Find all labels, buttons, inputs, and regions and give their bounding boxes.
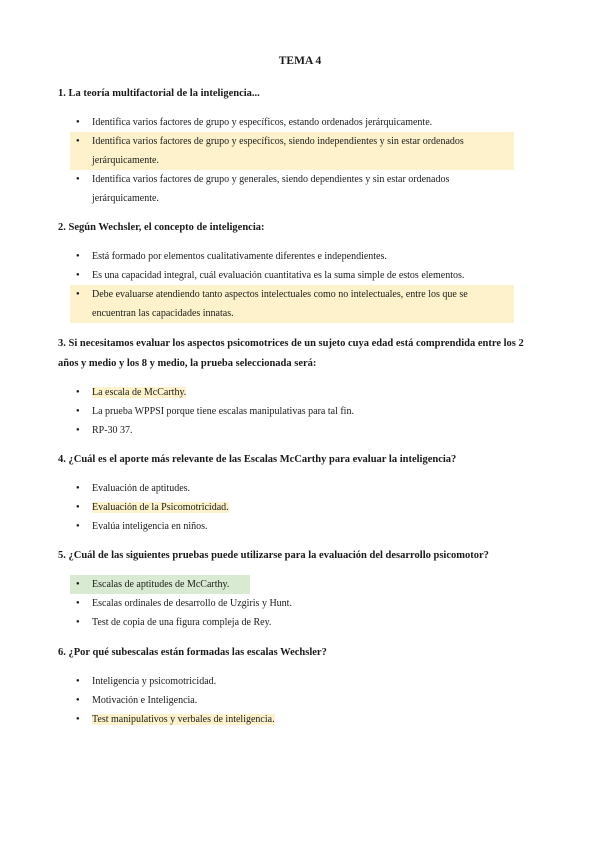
question-6-options bbox=[74, 672, 514, 729]
option-6c-text: Test manipulativos y verbales de inteligencia. bbox=[92, 714, 275, 725]
option-4c: ● Evalúa inteligencia en niños. bbox=[74, 517, 514, 536]
option-6a: ● Inteligencia y psicomotricidad. bbox=[74, 672, 514, 691]
option-3b: ● La prueba WPPSI porque tiene escalas manipulativas para tal fin. bbox=[74, 402, 514, 421]
option-4b-text: Evaluación de la Psicomotricidad. bbox=[92, 502, 229, 513]
question-4-options bbox=[74, 479, 514, 536]
option-2b: ● Es una capacidad integral, cuál evaluación cuantitativa es la suma simple de estos elementos. bbox=[74, 266, 514, 285]
question-2-options bbox=[74, 247, 514, 323]
question-6: 6. ¿Por qué subescalas están formadas las escalas Wechsler? bbox=[58, 647, 327, 658]
option-1c: ● Identifica varios factores de grupo y generales, siendo dependientes y sin estar ordenados jerárquicamente. bbox=[74, 170, 514, 208]
option-5c: ● Test de copia de una figura compleja de Rey. bbox=[74, 613, 514, 632]
option-2c: ● Debe evaluarse atendiendo tanto aspectos intelectuales como no intelectuales, entre los que se encuentran las capacidades innatas. bbox=[70, 285, 514, 323]
option-5a: ● Escalas de aptitudes de McCarthy. bbox=[70, 575, 250, 594]
option-1b: ● Identifica varios factores de grupo y específicos, siendo independientes y sin estar ordenados jerárquicamente. bbox=[70, 132, 514, 170]
question-3-options bbox=[74, 383, 514, 440]
option-3a bbox=[74, 383, 514, 402]
question-1: 1. La teoría multifactorial de la inteligencia... bbox=[58, 88, 260, 99]
option-6b: ● Motivación e Inteligencia. bbox=[74, 691, 514, 710]
page-title: TEMA 4 bbox=[278, 55, 322, 67]
option-5b: ● Escalas ordinales de desarrollo de Uzgiris y Hunt. bbox=[74, 594, 514, 613]
option-3a-text: La escala de McCarthy. bbox=[92, 387, 187, 398]
question-5-options bbox=[74, 575, 514, 632]
question-3: 3. Si necesitamos evaluar los aspectos psicomotrices de un sujeto cuya edad está comprendida entre los 2 años y medio y los 8 y medio, la prueba seleccionada será: bbox=[58, 338, 524, 369]
option-3c: ● RP-30 37. bbox=[74, 421, 514, 440]
option-4a: ● Evaluación de aptitudes. bbox=[74, 479, 514, 498]
question-2: 2. Según Wechsler, el concepto de inteligencia: bbox=[58, 222, 265, 233]
option-6c bbox=[74, 710, 514, 729]
option-4b bbox=[74, 498, 514, 517]
option-1a: ● Identifica varios factores de grupo y específicos, estando ordenados jerárquicamente. bbox=[74, 113, 514, 132]
question-4: 4. ¿Cuál es el aporte más relevante de las Escalas McCarthy para evaluar la inteligencia? bbox=[58, 454, 457, 465]
question-1-options bbox=[74, 113, 514, 208]
question-5: 5. ¿Cuál de las siguientes pruebas puede utilizarse para la evaluación del desarrollo psicomotor? bbox=[58, 550, 489, 561]
option-2a: ● Está formado por elementos cualitativamente diferentes e independientes. bbox=[74, 247, 514, 266]
